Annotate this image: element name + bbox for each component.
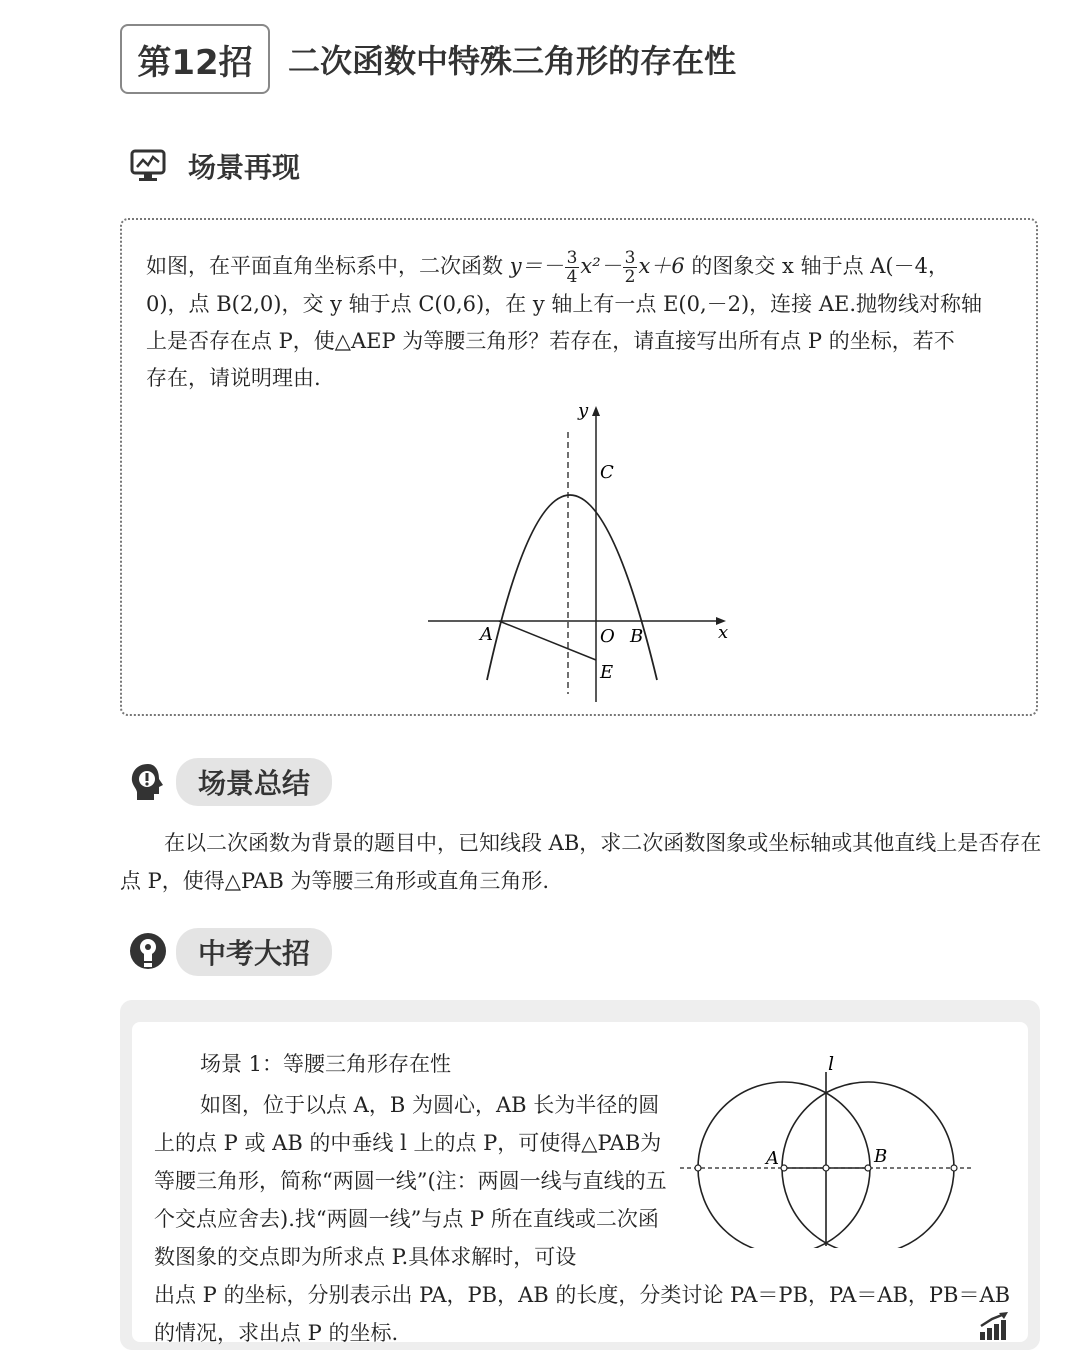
problem-text-1a: 如图，在平面直角坐标系中，二次函数 (146, 254, 510, 278)
problem-line-4: 存在，请说明理由. (146, 366, 321, 390)
fraction-denominator: 2 (624, 267, 636, 287)
fraction-numerator: 3 (566, 248, 578, 268)
problem-line-3: 上是否存在点 P，使△AEP 为等腰三角形？若存在，请直接写出所有点 P 的坐标，若不 (146, 329, 955, 353)
fraction-3-2 (623, 249, 638, 286)
label-l: l (828, 1053, 835, 1075)
midpoint (823, 1165, 829, 1171)
y-axis-arrow (592, 406, 600, 416)
label-x: x (718, 622, 729, 643)
problem-text-1b: 的图象交 x 轴于点 A(－4， (684, 254, 949, 278)
section-summary-title: 场景总结 (176, 758, 332, 806)
equation-y: y＝－ (509, 254, 564, 278)
two-circles-one-line-diagram (676, 1052, 976, 1248)
label-a: A (480, 624, 493, 645)
head-lightbulb-icon (128, 762, 168, 802)
label-c: C (600, 462, 614, 483)
section-tips-header (128, 928, 332, 976)
label-e: E (600, 662, 614, 683)
point-a (781, 1165, 787, 1171)
problem-text (146, 248, 1018, 397)
lesson-title: 二次函数中特殊三角形的存在性 (288, 42, 737, 80)
section-scene-title: 场景再现 (188, 151, 301, 184)
growth-chart-icon (978, 1310, 1012, 1342)
section-tips-title: 中考大招 (176, 928, 332, 976)
label-b: B (874, 1146, 888, 1167)
tips-body-text: 如图，位于以点 A，B 为圆心，AB 长为半径的圆上的点 P 或 AB 的中垂线 l 上的点 P，可使得△PAB为等腰三角形，简称“两圆一线”(注：两圆一线与直线的五个交点应舍去).找“两圆一线”与点 P 所在直线或二次函数图象的交点即为所求点 P.具体求解时，可设 (154, 1093, 667, 1269)
fraction-numerator: 3 (624, 248, 636, 268)
equation-mid: x²－ (580, 254, 622, 278)
fraction-3-4 (565, 249, 580, 286)
intersection-point (951, 1165, 957, 1171)
label-a: A (766, 1148, 779, 1169)
monitor-chart-icon (128, 146, 168, 186)
segment-ae (499, 621, 596, 660)
lesson-header (120, 22, 780, 96)
section-summary-header (128, 758, 332, 806)
lesson-number-tag: 第12招 (120, 24, 270, 94)
problem-line-1 (146, 248, 1018, 286)
equation-end: x＋6 (638, 254, 685, 278)
summary-text: 在以二次函数为背景的题目中，已知线段 AB，求二次函数图象或坐标轴或其他直线上是否存在点 P，使得△PAB 为等腰三角形或直角三角形. (120, 831, 1042, 893)
label-o: O (600, 626, 615, 647)
label-b: B (630, 626, 644, 647)
point-b (865, 1165, 871, 1171)
section-scene-header (128, 146, 300, 186)
label-y: y (578, 400, 589, 421)
fraction-denominator: 4 (566, 267, 578, 287)
tips-body-text-wide: 出点 P 的坐标，分别表示出 PA，PB，AB 的长度，分类讨论 PA＝PB，PA＝AB，PB＝AB 的情况，求出点 P 的坐标. (154, 1283, 1011, 1345)
parabola-graph (420, 398, 740, 708)
intersection-point (695, 1165, 701, 1171)
problem-line-2: 0)，点 B(2,0)，交 y 轴于点 C(0,6)，在 y 轴上有一点 E(0,－2)，连接 AE.抛物线对称轴 (146, 292, 983, 316)
lightbulb-icon (128, 932, 168, 972)
tips-scene-title: 场景 1：等腰三角形存在性 (200, 1052, 452, 1076)
parabola-curve (487, 495, 657, 680)
